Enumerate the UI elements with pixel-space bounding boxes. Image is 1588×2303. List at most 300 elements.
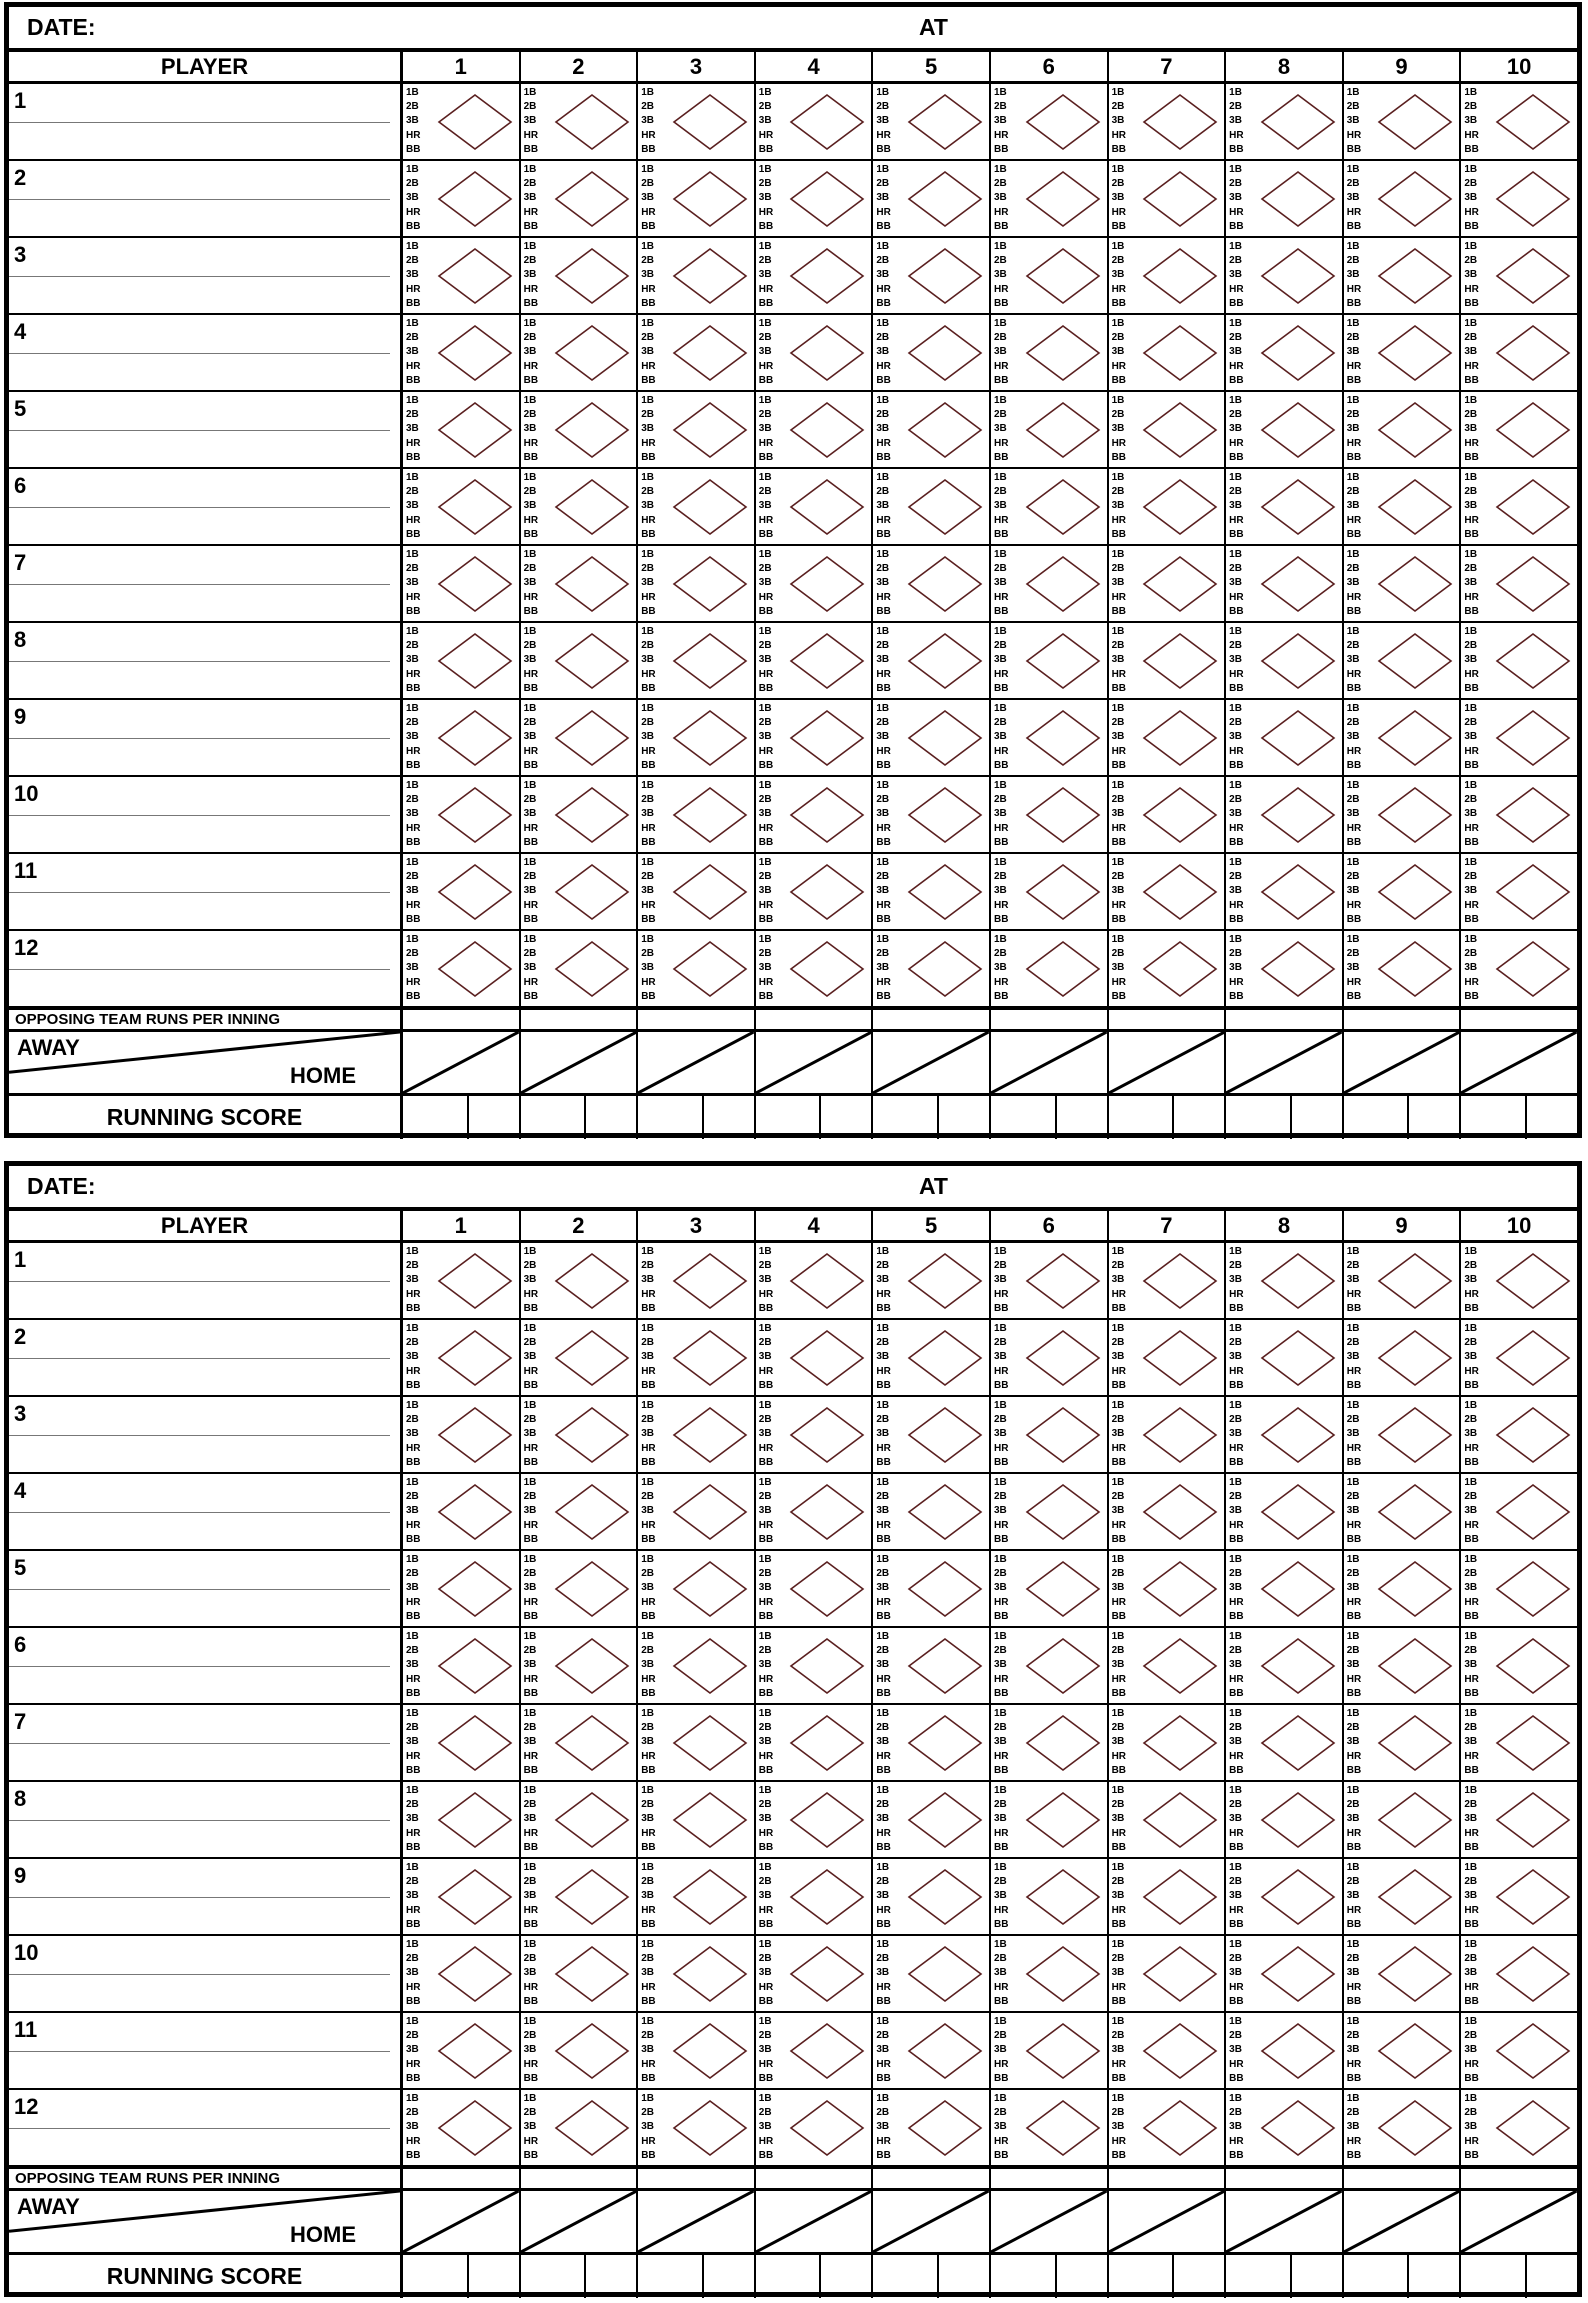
hit-type-label[interactable]: HR (1464, 1673, 1479, 1685)
at-bat-cell[interactable] (403, 700, 521, 775)
base-diamond-icon[interactable] (554, 786, 630, 844)
hit-type-label[interactable]: 2B (1346, 255, 1360, 267)
hit-type-label[interactable]: 1B (641, 2093, 654, 2104)
hit-type-label[interactable]: 3B (993, 1813, 1007, 1825)
base-diamond-icon[interactable] (1495, 940, 1571, 998)
hit-type-label[interactable]: 1B (1229, 857, 1242, 868)
hit-type-label[interactable]: 2B (406, 101, 419, 113)
hit-type-label[interactable]: HR (1111, 1519, 1127, 1531)
hit-type-label[interactable]: 1B (1111, 934, 1125, 945)
hit-type-label[interactable]: 3B (641, 808, 654, 820)
at-bat-cell[interactable] (1344, 469, 1462, 544)
hit-type-label[interactable]: 1B (1111, 87, 1125, 98)
base-diamond-icon[interactable] (672, 1637, 748, 1695)
hit-type-label[interactable]: BB (876, 605, 891, 617)
hit-type-label[interactable]: 1B (758, 87, 772, 98)
hit-type-label[interactable]: 1B (1229, 1708, 1242, 1719)
hit-type-label[interactable]: BB (1229, 605, 1244, 617)
hit-type-label[interactable]: 3B (523, 2044, 537, 2056)
hit-type-label[interactable]: BB (523, 1918, 539, 1930)
hit-type-label[interactable]: BB (1346, 1687, 1362, 1699)
hit-type-label[interactable]: 1B (1111, 857, 1125, 868)
hit-type-label[interactable]: HR (993, 1365, 1009, 1377)
hit-type-label[interactable]: HR (523, 1596, 539, 1608)
at-bat-cell[interactable] (991, 392, 1109, 467)
hit-type-label[interactable]: 1B (1346, 395, 1360, 406)
base-diamond-icon[interactable] (789, 1714, 865, 1772)
hit-type-label[interactable]: 3B (641, 115, 654, 127)
hit-type-label[interactable]: 2B (523, 1645, 537, 1657)
hit-type-label[interactable]: 2B (406, 1799, 419, 1811)
hit-type-label[interactable]: HR (1346, 668, 1362, 680)
hit-type-label[interactable]: HR (1229, 514, 1244, 526)
hit-type-label[interactable]: 2B (523, 1722, 537, 1734)
hit-type-label[interactable]: HR (1229, 1519, 1244, 1531)
base-diamond-icon[interactable] (1260, 1714, 1336, 1772)
hit-type-label[interactable]: BB (1464, 1841, 1479, 1853)
base-diamond-icon[interactable] (1495, 2022, 1571, 2080)
base-diamond-icon[interactable] (1495, 2099, 1571, 2157)
hit-type-label[interactable]: 2B (523, 1876, 537, 1888)
hit-type-label[interactable]: HR (1229, 1904, 1244, 1916)
hit-type-label[interactable]: 2B (1464, 178, 1478, 190)
hit-type-label[interactable]: 2B (406, 1260, 419, 1272)
at-bat-cell[interactable] (756, 2013, 874, 2088)
hit-type-label[interactable]: 1B (993, 1554, 1007, 1565)
hit-type-label[interactable]: HR (1346, 360, 1362, 372)
at-bat-cell[interactable] (521, 469, 639, 544)
opposing-runs-cell[interactable] (991, 2169, 1109, 2188)
hit-type-label[interactable]: 2B (523, 255, 537, 267)
base-diamond-icon[interactable] (789, 2022, 865, 2080)
hit-type-label[interactable]: BB (993, 1379, 1009, 1391)
hit-type-label[interactable]: 3B (876, 577, 890, 589)
at-bat-cell[interactable] (1109, 1320, 1227, 1395)
hit-type-label[interactable]: BB (1346, 1533, 1362, 1545)
hit-type-label[interactable]: BB (1111, 143, 1127, 155)
base-diamond-icon[interactable] (907, 709, 983, 767)
hit-type-label[interactable]: 1B (406, 395, 419, 406)
at-bat-cell[interactable] (1461, 2090, 1577, 2165)
hit-type-label[interactable]: 2B (523, 948, 537, 960)
hit-type-label[interactable]: 3B (876, 1813, 890, 1825)
hit-type-label[interactable]: 2B (1464, 486, 1478, 498)
at-bat-cell[interactable] (403, 1628, 521, 1703)
hit-type-label[interactable]: HR (1346, 2135, 1362, 2147)
base-diamond-icon[interactable] (789, 1483, 865, 1541)
hit-type-label[interactable]: 2B (1464, 2030, 1478, 2042)
hit-type-label[interactable]: BB (523, 682, 539, 694)
base-diamond-icon[interactable] (907, 93, 983, 151)
hit-type-label[interactable]: 3B (406, 1890, 419, 1902)
base-diamond-icon[interactable] (437, 401, 513, 459)
hit-type-label[interactable]: 3B (523, 885, 537, 897)
hit-type-label[interactable]: 1B (641, 934, 654, 945)
hit-type-label[interactable]: HR (758, 822, 774, 834)
opposing-runs-cell[interactable] (1109, 1010, 1227, 1029)
hit-type-label[interactable]: 3B (1346, 1428, 1360, 1440)
hit-type-label[interactable]: 2B (1111, 1568, 1125, 1580)
base-diamond-icon[interactable] (1260, 1945, 1336, 2003)
hit-type-label[interactable]: 2B (1346, 409, 1360, 421)
hit-type-label[interactable]: HR (523, 1981, 539, 1993)
hit-type-label[interactable]: HR (1111, 2135, 1127, 2147)
hit-type-label[interactable]: 1B (523, 2016, 537, 2027)
hit-type-label[interactable]: 2B (406, 2030, 419, 2042)
at-bat-cell[interactable] (756, 1320, 874, 1395)
hit-type-label[interactable]: HR (1346, 2058, 1362, 2070)
hit-type-label[interactable]: 3B (993, 1351, 1007, 1363)
hit-type-label[interactable]: 3B (1464, 2044, 1478, 2056)
hit-type-label[interactable]: 1B (1464, 1477, 1478, 1488)
hit-type-label[interactable]: 2B (1464, 1337, 1478, 1349)
hit-type-label[interactable]: 3B (641, 423, 654, 435)
hit-type-label[interactable]: HR (1111, 1981, 1127, 1993)
base-diamond-icon[interactable] (1142, 324, 1218, 382)
hit-type-label[interactable]: 1B (758, 780, 772, 791)
hit-type-label[interactable]: 1B (1111, 1246, 1125, 1257)
hit-type-label[interactable]: HR (1346, 976, 1362, 988)
hit-type-label[interactable]: 3B (523, 1428, 537, 1440)
base-diamond-icon[interactable] (1025, 863, 1101, 921)
away-home-score-cell[interactable] (756, 1032, 874, 1093)
hit-type-label[interactable]: 2B (1111, 1953, 1125, 1965)
at-bat-cell[interactable] (638, 1474, 756, 1549)
hit-type-label[interactable]: 1B (523, 1862, 537, 1873)
hit-type-label[interactable]: 3B (523, 1736, 537, 1748)
base-diamond-icon[interactable] (907, 1406, 983, 1464)
base-diamond-icon[interactable] (1377, 401, 1453, 459)
hit-type-label[interactable]: 1B (1346, 472, 1360, 483)
hit-type-label[interactable]: HR (758, 1442, 774, 1454)
hit-type-label[interactable]: 3B (993, 962, 1007, 974)
base-diamond-icon[interactable] (907, 1329, 983, 1387)
hit-type-label[interactable]: 1B (1229, 1631, 1242, 1642)
hit-type-label[interactable]: 2B (876, 717, 890, 729)
at-bat-cell[interactable] (1344, 1320, 1462, 1395)
away-home-score-cell[interactable] (638, 2191, 756, 2252)
hit-type-label[interactable]: HR (758, 1288, 774, 1300)
hit-type-label[interactable]: HR (1464, 1750, 1479, 1762)
hit-type-label[interactable]: HR (993, 822, 1009, 834)
hit-type-label[interactable]: 3B (406, 654, 419, 666)
hit-type-label[interactable]: 2B (406, 871, 419, 883)
base-diamond-icon[interactable] (672, 2022, 748, 2080)
base-diamond-icon[interactable] (437, 2022, 513, 2080)
at-bat-cell[interactable] (521, 1936, 639, 2011)
hit-type-label[interactable]: 2B (406, 332, 419, 344)
hit-type-label[interactable]: HR (406, 899, 421, 911)
hit-type-label[interactable]: 2B (641, 1799, 654, 1811)
hit-type-label[interactable]: BB (758, 1841, 774, 1853)
player-name-cell[interactable] (9, 392, 403, 467)
hit-type-label[interactable]: 1B (1464, 857, 1478, 868)
at-bat-cell[interactable] (403, 1782, 521, 1857)
hit-type-label[interactable]: HR (641, 1981, 656, 1993)
hit-type-label[interactable]: 3B (758, 962, 772, 974)
hit-type-label[interactable]: 1B (1229, 1939, 1242, 1950)
base-diamond-icon[interactable] (554, 1791, 630, 1849)
hit-type-label[interactable]: 1B (758, 1554, 772, 1565)
hit-type-label[interactable]: HR (406, 437, 421, 449)
hit-type-label[interactable]: 3B (1111, 731, 1125, 743)
base-diamond-icon[interactable] (1142, 709, 1218, 767)
hit-type-label[interactable]: 1B (876, 87, 890, 98)
hit-type-label[interactable]: 1B (406, 2016, 419, 2027)
hit-type-label[interactable]: 3B (641, 500, 654, 512)
base-diamond-icon[interactable] (1142, 2099, 1218, 2157)
hit-type-label[interactable]: 1B (1346, 1939, 1360, 1950)
hit-type-label[interactable]: 3B (876, 654, 890, 666)
base-diamond-icon[interactable] (1025, 1637, 1101, 1695)
hit-type-label[interactable]: 1B (876, 395, 890, 406)
hit-type-label[interactable]: 3B (758, 731, 772, 743)
hit-type-label[interactable]: HR (1229, 822, 1244, 834)
hit-type-label[interactable]: 2B (406, 255, 419, 267)
hit-type-label[interactable]: HR (758, 668, 774, 680)
hit-type-label[interactable]: 1B (1229, 241, 1242, 252)
hit-type-label[interactable]: 2B (758, 101, 772, 113)
hit-type-label[interactable]: BB (1111, 682, 1127, 694)
hit-type-label[interactable]: HR (1229, 2135, 1244, 2147)
hit-type-label[interactable]: 3B (1464, 269, 1478, 281)
hit-type-label[interactable]: 1B (641, 1631, 654, 1642)
hit-type-label[interactable]: 2B (641, 486, 654, 498)
at-bat-cell[interactable] (1109, 777, 1227, 852)
at-bat-cell[interactable] (756, 161, 874, 236)
hit-type-label[interactable]: 3B (1464, 1428, 1478, 1440)
at-bat-cell[interactable] (1461, 854, 1577, 929)
player-name-cell[interactable] (9, 1705, 403, 1780)
hit-type-label[interactable]: 1B (1229, 1477, 1242, 1488)
at-bat-cell[interactable] (638, 1859, 756, 1934)
hit-type-label[interactable]: 2B (1111, 1799, 1125, 1811)
hit-type-label[interactable]: 2B (641, 409, 654, 421)
hit-type-label[interactable]: 1B (523, 703, 537, 714)
hit-type-label[interactable]: 1B (1111, 318, 1125, 329)
hit-type-label[interactable]: 3B (406, 1582, 419, 1594)
away-home-score-cell[interactable] (1226, 2191, 1344, 2252)
hit-type-label[interactable]: HR (406, 1827, 421, 1839)
at-bat-cell[interactable] (521, 854, 639, 929)
hit-type-label[interactable]: BB (1111, 1841, 1127, 1853)
hit-type-label[interactable]: BB (993, 1687, 1009, 1699)
hit-type-label[interactable]: 1B (1111, 1400, 1125, 1411)
hit-type-label[interactable]: 2B (876, 178, 890, 190)
hit-type-label[interactable]: 2B (876, 1491, 890, 1503)
hit-type-label[interactable]: 2B (523, 178, 537, 190)
hit-type-label[interactable]: HR (1229, 1673, 1244, 1685)
hit-type-label[interactable]: 2B (641, 1645, 654, 1657)
hit-type-label[interactable]: 1B (1464, 2016, 1478, 2027)
hit-type-label[interactable]: 3B (1229, 1582, 1242, 1594)
hit-type-label[interactable]: HR (993, 1288, 1009, 1300)
base-diamond-icon[interactable] (672, 863, 748, 921)
hit-type-label[interactable]: BB (406, 451, 421, 463)
base-diamond-icon[interactable] (437, 632, 513, 690)
at-bat-cell[interactable] (873, 623, 991, 698)
hit-type-label[interactable]: 2B (641, 2107, 654, 2119)
hit-type-label[interactable]: HR (641, 822, 656, 834)
hit-type-label[interactable]: BB (523, 1456, 539, 1468)
hit-type-label[interactable]: 2B (406, 1722, 419, 1734)
hit-type-label[interactable]: 2B (1464, 563, 1478, 575)
hit-type-label[interactable]: 2B (523, 871, 537, 883)
hit-type-label[interactable]: HR (876, 1827, 891, 1839)
hit-type-label[interactable]: 2B (406, 1645, 419, 1657)
hit-type-label[interactable]: 2B (1111, 794, 1125, 806)
hit-type-label[interactable]: 3B (1346, 1736, 1360, 1748)
hit-type-label[interactable]: 3B (523, 1890, 537, 1902)
hit-type-label[interactable]: HR (758, 129, 774, 141)
hit-type-label[interactable]: 2B (1111, 1491, 1125, 1503)
at-bat-cell[interactable] (1344, 931, 1462, 1006)
player-name-cell[interactable] (9, 777, 403, 852)
hit-type-label[interactable]: 1B (876, 1400, 890, 1411)
hit-type-label[interactable]: BB (993, 220, 1009, 232)
at-bat-cell[interactable] (521, 1551, 639, 1626)
base-diamond-icon[interactable] (437, 786, 513, 844)
at-bat-cell[interactable] (991, 1397, 1109, 1472)
hit-type-label[interactable]: BB (993, 451, 1009, 463)
hit-type-label[interactable]: 1B (1346, 549, 1360, 560)
hit-type-label[interactable]: HR (641, 514, 656, 526)
hit-type-label[interactable]: BB (876, 220, 891, 232)
hit-type-label[interactable]: HR (406, 129, 421, 141)
hit-type-label[interactable]: HR (758, 1750, 774, 1762)
hit-type-label[interactable]: 3B (758, 1351, 772, 1363)
base-diamond-icon[interactable] (1495, 709, 1571, 767)
hit-type-label[interactable]: HR (1229, 437, 1244, 449)
hit-type-label[interactable]: 1B (758, 241, 772, 252)
hit-type-label[interactable]: 3B (1111, 1890, 1125, 1902)
player-name-cell[interactable] (9, 1859, 403, 1934)
hit-type-label[interactable]: 3B (1464, 1967, 1478, 1979)
hit-type-label[interactable]: BB (406, 220, 421, 232)
at-bat-cell[interactable] (521, 1859, 639, 1934)
hit-type-label[interactable]: 3B (1464, 115, 1478, 127)
hit-type-label[interactable]: HR (876, 1365, 891, 1377)
hit-type-label[interactable]: BB (876, 528, 891, 540)
hit-type-label[interactable]: 1B (876, 1631, 890, 1642)
hit-type-label[interactable]: 1B (1464, 934, 1478, 945)
hit-type-label[interactable]: HR (406, 1365, 421, 1377)
hit-type-label[interactable]: 2B (1111, 2030, 1125, 2042)
hit-type-label[interactable]: BB (876, 1995, 891, 2007)
hit-type-label[interactable]: 2B (1229, 2107, 1242, 2119)
hit-type-label[interactable]: BB (993, 374, 1009, 386)
hit-type-label[interactable]: 1B (1111, 549, 1125, 560)
hit-type-label[interactable]: HR (758, 1904, 774, 1916)
base-diamond-icon[interactable] (554, 247, 630, 305)
hit-type-label[interactable]: 2B (758, 1953, 772, 1965)
hit-type-label[interactable]: HR (1346, 1519, 1362, 1531)
hit-type-label[interactable]: 2B (1229, 1337, 1242, 1349)
opposing-runs-cell[interactable] (1344, 1010, 1462, 1029)
hit-type-label[interactable]: HR (406, 1673, 421, 1685)
hit-type-label[interactable]: 2B (641, 871, 654, 883)
opposing-runs-cell[interactable] (756, 2169, 874, 2188)
hit-type-label[interactable]: 2B (641, 1260, 654, 1272)
hit-type-label[interactable]: 2B (993, 409, 1007, 421)
hit-type-label[interactable]: 3B (1229, 1967, 1242, 1979)
hit-type-label[interactable]: BB (758, 1302, 774, 1314)
hit-type-label[interactable]: 3B (1229, 346, 1242, 358)
at-bat-cell[interactable] (638, 469, 756, 544)
hit-type-label[interactable]: 3B (758, 577, 772, 589)
hit-type-label[interactable]: BB (1464, 836, 1479, 848)
hit-type-label[interactable]: 2B (993, 178, 1007, 190)
hit-type-label[interactable]: 2B (758, 2107, 772, 2119)
hit-type-label[interactable]: 1B (641, 395, 654, 406)
at-bat-cell[interactable] (873, 1936, 991, 2011)
hit-type-label[interactable]: BB (406, 1302, 421, 1314)
base-diamond-icon[interactable] (1142, 1945, 1218, 2003)
hit-type-label[interactable]: 1B (1229, 1554, 1242, 1565)
base-diamond-icon[interactable] (437, 170, 513, 228)
hit-type-label[interactable]: 2B (641, 1722, 654, 1734)
hit-type-label[interactable]: 3B (1229, 731, 1242, 743)
hit-type-label[interactable]: BB (1464, 374, 1479, 386)
hit-type-label[interactable]: 3B (1229, 577, 1242, 589)
running-score-cell[interactable] (638, 1096, 756, 1139)
hit-type-label[interactable]: BB (1346, 759, 1362, 771)
base-diamond-icon[interactable] (1260, 709, 1336, 767)
hit-type-label[interactable]: 1B (406, 164, 419, 175)
hit-type-label[interactable]: 2B (1229, 409, 1242, 421)
hit-type-label[interactable]: HR (876, 976, 891, 988)
hit-type-label[interactable]: BB (641, 528, 656, 540)
hit-type-label[interactable]: HR (1464, 1442, 1479, 1454)
hit-type-label[interactable]: 2B (876, 794, 890, 806)
player-name-cell[interactable] (9, 1782, 403, 1857)
hit-type-label[interactable]: 2B (1464, 2107, 1478, 2119)
hit-type-label[interactable]: 1B (523, 2093, 537, 2104)
hit-type-label[interactable]: 3B (641, 731, 654, 743)
away-home-score-cell[interactable] (1461, 1032, 1577, 1093)
hit-type-label[interactable]: 2B (406, 1414, 419, 1426)
hit-type-label[interactable]: BB (641, 220, 656, 232)
hit-type-label[interactable]: BB (876, 682, 891, 694)
hit-type-label[interactable]: 3B (993, 500, 1007, 512)
hit-type-label[interactable]: 2B (406, 640, 419, 652)
hit-type-label[interactable]: 3B (641, 1351, 654, 1363)
hit-type-label[interactable]: 1B (1111, 1862, 1125, 1873)
hit-type-label[interactable]: HR (1111, 1904, 1127, 1916)
base-diamond-icon[interactable] (554, 863, 630, 921)
hit-type-label[interactable]: BB (876, 759, 891, 771)
hit-type-label[interactable]: 3B (1111, 808, 1125, 820)
hit-type-label[interactable]: HR (1111, 1365, 1127, 1377)
hit-type-label[interactable]: 3B (1111, 115, 1125, 127)
hit-type-label[interactable]: HR (1464, 822, 1479, 834)
at-bat-cell[interactable] (1344, 546, 1462, 621)
base-diamond-icon[interactable] (672, 1406, 748, 1464)
hit-type-label[interactable]: 1B (1229, 703, 1242, 714)
hit-type-label[interactable]: BB (1229, 143, 1244, 155)
hit-type-label[interactable]: 1B (1464, 703, 1478, 714)
hit-type-label[interactable]: BB (758, 759, 774, 771)
hit-type-label[interactable]: 1B (1111, 626, 1125, 637)
at-bat-cell[interactable] (1461, 1705, 1577, 1780)
at-bat-cell[interactable] (756, 238, 874, 313)
hit-type-label[interactable]: HR (1111, 899, 1127, 911)
hit-type-label[interactable]: 2B (1346, 178, 1360, 190)
base-diamond-icon[interactable] (437, 863, 513, 921)
at-bat-cell[interactable] (1226, 1397, 1344, 1472)
at-bat-cell[interactable] (991, 1705, 1109, 1780)
hit-type-label[interactable]: 2B (1346, 1645, 1360, 1657)
